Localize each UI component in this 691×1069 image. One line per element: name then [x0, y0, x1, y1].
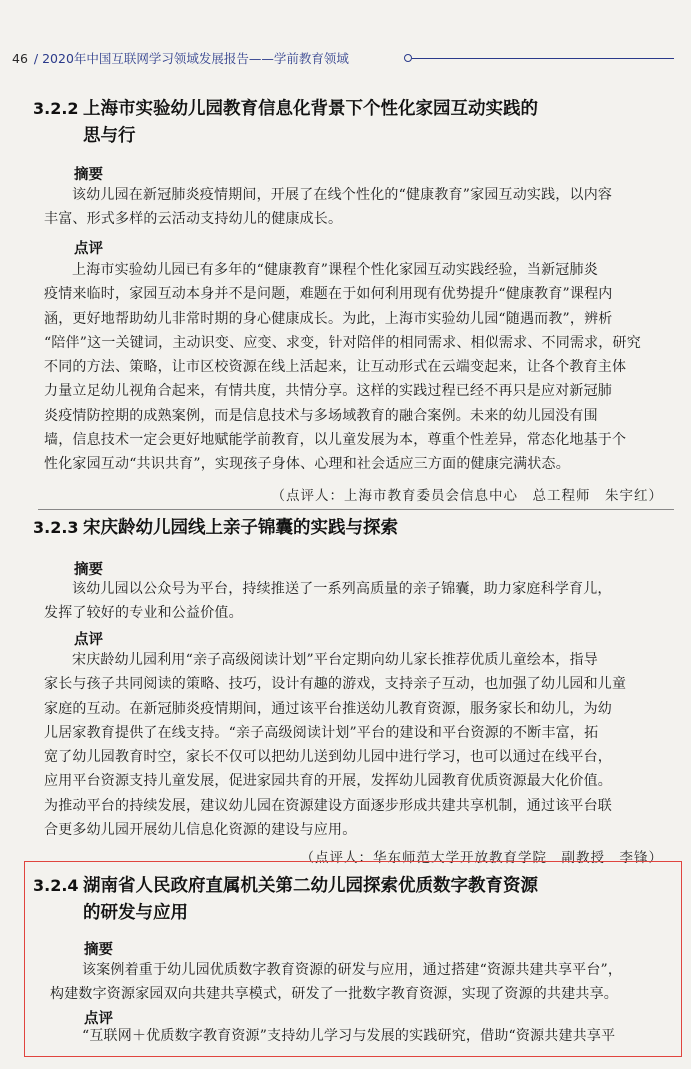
commenter: （点评人：上海市教育委员会信息中心 总工程师 朱宇红）: [271, 488, 663, 504]
section-title-3-2-3: 3.2.3 宋庆龄幼儿园线上亲子锦囊的实践与探索: [33, 514, 673, 542]
running-header: [12, 49, 682, 71]
section-number: 3.2.4: [33, 876, 79, 895]
section-divider: [38, 509, 674, 510]
review-text: “互联网＋优质数字教育资源”支持幼儿学习与发展的实践研究，借助“资源共建共享平: [82, 1028, 616, 1044]
section-title-3-2-4: 3.2.4 湖南省人民政府直属机关第二幼儿园探索优质数字教育资源 的研发与应用: [33, 872, 673, 927]
abstract-label: 摘要: [84, 941, 113, 958]
abstract-label: 摘要: [74, 166, 103, 183]
review-text: 宋庆龄幼儿园利用“亲子高级阅读计划”平台定期向幼儿家长推荐优质儿童绘本，指导 家长与孩子共同阅读的策略、技巧，设计有趣的游戏，支持亲子互动，也加强了幼儿园和儿童 家庭的互动。在新冠肺炎疫情期间，通过该平台推送幼儿教育资源，服务家长和幼儿，为幼 儿居家教育提供了在线支持。“亲子高级阅读计划”平台的建设和平台资源的不断丰富，拓 宽了幼儿园教育时空，家长不仅可以把幼儿送到幼儿园中进行学习，也可以通过在线平台， 应用平台资源支持儿童发展，促进家园共育的开展，发挥幼儿园教育优质资源最大化价值。 为推动平台的持续发展，建议幼儿园在资源建设方面逐步形成共建共享机制，通过该平台联 合更多幼儿园开展幼儿信息化资源的建设与应用。: [44, 652, 627, 839]
review-label: 点评: [74, 240, 103, 257]
abstract-text: 该案例着重于幼儿园优质数字教育资源的研发与应用，通过搭建“资源共建共享平台”， 构建数字资源家园双向共建共享模式，研发了一批数字教育资源，实现了资源的共建共享。: [50, 962, 623, 1003]
commenter: （点评人：华东师范大学开放教育学院 副教授 李锋）: [300, 850, 663, 866]
section-title-3-2-2: 3.2.2 上海市实验幼儿园教育信息化背景下个性化家园互动实践的 思与行: [33, 95, 673, 150]
header-ornament-icon: [404, 54, 412, 62]
section-number: 3.2.3: [33, 518, 79, 537]
review-label: 点评: [74, 631, 103, 648]
abstract-text: 该幼儿园在新冠肺炎疫情期间，开展了在线个性化的“健康教育”家园互动实践，以内容 丰富、形式多样的云活动支持幼儿的健康成长。: [44, 187, 613, 228]
page-number: 46: [12, 51, 28, 66]
abstract-label: 摘要: [74, 561, 103, 578]
review-text: 上海市实验幼儿园已有多年的“健康教育”课程个性化家园互动实践经验，当新冠肺炎 疫情来临时，家园互动本身并不是问题，难题在于如何利用现有优势提升“健康教育”课程内 涵，更好地帮助幼儿非常时期的身心健康成长。为此，上海市实验幼儿园“随遇而教”，辨析 “陪伴”这一关键词，主动识变、应变、求变，针对陪伴的相同需求、相似需求、不同需求，研究 不同的方法、策略，让市区校资源在线上活起来，让互动形式在云端变起来，让各个教育主体 力量立足幼儿视角合起来，有情共度，共情分享。这样的实践过程已经不再只是应对新冠肺 炎疫情防控期的成熟案例，而是信息技术与多场域教育的融合案例。未来的幼儿园没有围 墙，信息技术一定会更好地赋能学前教育，以儿童发展为本，尊重个性差异，常态化地基于个 性化家园互动“共识共育”，实现孩子身体、心理和社会适应三方面的健康完满状态。: [44, 262, 641, 473]
running-title: / 2020年中国互联网学习领域发展报告——学前教育领域: [33, 51, 349, 66]
section-number: 3.2.2: [33, 99, 79, 118]
header-rule: [412, 58, 674, 59]
review-label: 点评: [84, 1010, 113, 1027]
abstract-text: 该幼儿园以公众号为平台，持续推送了一系列高质量的亲子锦囊，助力家庭科学育儿， 发挥了较好的专业和公益价值。: [44, 581, 612, 622]
